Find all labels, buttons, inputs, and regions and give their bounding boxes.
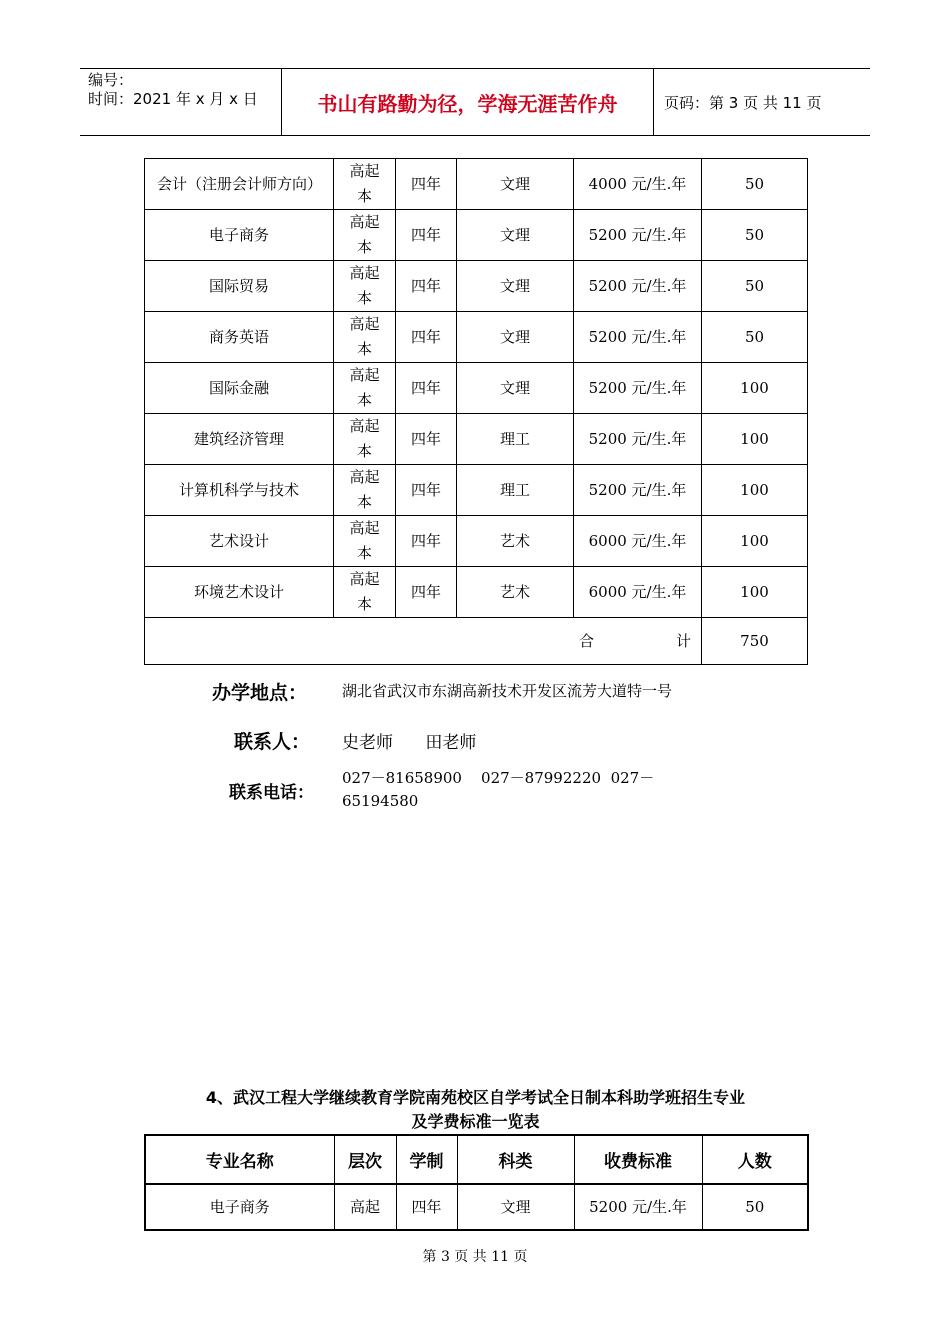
cell-category: 艺术 (457, 567, 574, 618)
cell-level: 高起本 (334, 363, 396, 414)
cell-fee: 5200 元/生.年 (574, 210, 702, 261)
cell-count: 50 (702, 159, 808, 210)
cell-count: 100 (702, 414, 808, 465)
section-4-title-line-1: 4、武汉工程大学继续教育学院南苑校区自学考试全日制本科助学班招生专业 (205, 1088, 746, 1107)
header-meta (80, 69, 282, 135)
contact-label: 联系人： (234, 731, 311, 753)
page-header (80, 68, 870, 136)
cell-level: 高起本 (334, 516, 396, 567)
location-label: 办学地点： (212, 682, 308, 704)
cell-count: 100 (702, 363, 808, 414)
cell-fee: 5200 元/生.年 (574, 465, 702, 516)
cell-fee: 5200 元/生.年 (574, 312, 702, 363)
table-row (145, 210, 808, 261)
cell-level: 高起本 (334, 210, 396, 261)
header-years: 学制 (396, 1135, 457, 1184)
cell-major: 电子商务 (145, 1184, 334, 1230)
cell-major: 电子商务 (145, 210, 334, 261)
cell-count: 100 (702, 465, 808, 516)
cell-level: 高起本 (334, 159, 396, 210)
cell-major: 计算机科学与技术 (145, 465, 334, 516)
cell-count: 50 (702, 261, 808, 312)
cell-count: 50 (702, 312, 808, 363)
header-fee: 收费标准 (574, 1135, 702, 1184)
cell-years: 四年 (396, 210, 457, 261)
cell-years: 四年 (396, 363, 457, 414)
table-row (145, 516, 808, 567)
cell-count: 100 (702, 567, 808, 618)
page-footer: 第 3 页 共 11 页 (422, 1249, 528, 1265)
location-value: 湖北省武汉市东湖高新技术开发区流芳大道特一号 (342, 682, 673, 700)
cell-level: 高起本 (334, 567, 396, 618)
cell-fee: 6000 元/生.年 (574, 567, 702, 618)
cell-level: 高起 (334, 1184, 396, 1230)
date-label: 时间：2021 年 x 月 x 日 (88, 90, 258, 108)
cell-level: 高起本 (334, 312, 396, 363)
cell-level: 高起本 (334, 414, 396, 465)
phone-label: 联系电话： (229, 783, 314, 803)
table-row (145, 465, 808, 516)
table-row (145, 1184, 808, 1230)
cell-category: 文理 (457, 210, 574, 261)
cell-major: 艺术设计 (145, 516, 334, 567)
header-major: 专业名称 (145, 1135, 334, 1184)
cell-count: 50 (702, 1184, 808, 1230)
cell-major: 会计（注册会计师方向） (145, 159, 334, 210)
cell-major: 商务英语 (145, 312, 334, 363)
phone-line-2: 65194580 (342, 792, 419, 810)
section-4-title (144, 1086, 807, 1134)
number-label: 编号： (88, 71, 134, 89)
cell-years: 四年 (396, 516, 457, 567)
header-motto: 书山有路勤为径，学海无涯苦作舟 (282, 69, 654, 135)
cell-category: 文理 (457, 312, 574, 363)
table-row (145, 312, 808, 363)
table-header-row (145, 1135, 808, 1184)
cell-category: 文理 (457, 261, 574, 312)
majors-table (144, 158, 808, 665)
cell-fee: 5200 元/生.年 (574, 1184, 702, 1230)
cell-category: 文理 (457, 363, 574, 414)
cell-fee: 6000 元/生.年 (574, 516, 702, 567)
total-label-a: 合 (578, 631, 594, 650)
cell-fee: 4000 元/生.年 (574, 159, 702, 210)
cell-category: 文理 (457, 1184, 574, 1230)
cell-major: 建筑经济管理 (145, 414, 334, 465)
cell-count: 50 (702, 210, 808, 261)
cell-count: 100 (702, 516, 808, 567)
cell-years: 四年 (396, 312, 457, 363)
total-label-b: 计 (675, 631, 691, 650)
cell-level: 高起本 (334, 261, 396, 312)
table-row (145, 567, 808, 618)
cell-fee: 5200 元/生.年 (574, 261, 702, 312)
cell-major: 环境艺术设计 (145, 567, 334, 618)
cell-category: 理工 (457, 465, 574, 516)
section-4-title-line-2: 及学费标准一览表 (411, 1112, 540, 1131)
header-level: 层次 (334, 1135, 396, 1184)
header-page-number: 页码：第 3 页 共 11 页 (664, 93, 822, 112)
header-category: 科类 (457, 1135, 574, 1184)
cell-years: 四年 (396, 159, 457, 210)
table-row (145, 363, 808, 414)
cell-level: 高起本 (334, 465, 396, 516)
total-row (145, 618, 808, 665)
contact-value: 史老师 田老师 (342, 733, 477, 753)
cell-major: 国际贸易 (145, 261, 334, 312)
cell-years: 四年 (396, 1184, 457, 1230)
total-value: 750 (702, 618, 808, 665)
phone-line-1: 027－81658900 027－87992220 027－ (342, 769, 655, 787)
table-row (145, 261, 808, 312)
total-label (145, 618, 702, 665)
cell-fee: 5200 元/生.年 (574, 363, 702, 414)
fee-table (144, 1134, 809, 1231)
header-count: 人数 (702, 1135, 808, 1184)
cell-years: 四年 (396, 567, 457, 618)
cell-category: 文理 (457, 159, 574, 210)
cell-category: 理工 (457, 414, 574, 465)
cell-fee: 5200 元/生.年 (574, 414, 702, 465)
table-row (145, 159, 808, 210)
cell-years: 四年 (396, 261, 457, 312)
cell-years: 四年 (396, 465, 457, 516)
cell-category: 艺术 (457, 516, 574, 567)
table-row (145, 414, 808, 465)
cell-years: 四年 (396, 414, 457, 465)
cell-major: 国际金融 (145, 363, 334, 414)
